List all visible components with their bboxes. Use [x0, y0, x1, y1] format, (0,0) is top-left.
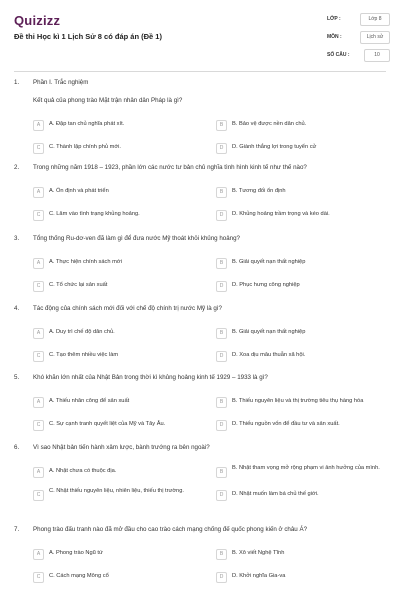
meta-value-box: 10	[364, 49, 390, 62]
meta-value-box: Lớp 8	[360, 13, 390, 26]
option-letter-badge: B	[216, 187, 227, 198]
option-text: B. Xô viết Nghệ Tĩnh	[232, 550, 285, 556]
question-number: 2.	[14, 164, 20, 171]
option-letter-badge: C	[33, 351, 44, 362]
option-letter-badge: A	[33, 120, 44, 131]
option-text: C. Cách mạng Mông cổ	[49, 573, 109, 579]
option-letter-badge: B	[216, 328, 227, 339]
option-letter-badge: A	[33, 397, 44, 408]
question-text: Tác động của chính sách mới đối với chế độ chính trị nước Mỹ là gì?	[33, 305, 222, 312]
document-title: Đề thi Học kì 1 Lịch Sử 8 có đáp án (Đề 1)	[14, 32, 162, 41]
option-text: D. Khủng hoảng trầm trọng và kéo dài.	[232, 211, 330, 217]
option-text: D. Khởi nghĩa Gia-va	[232, 573, 286, 579]
option-text: D. Nhật muốn làm bá chủ thế giới.	[232, 491, 319, 497]
option-text: B. Tương đối ổn định	[232, 188, 286, 194]
option-text: B. Giải quyết nạn thất nghiệp	[232, 259, 306, 265]
option-text: B. Nhật tham vọng mở rộng phạm vi ảnh hưởng của mình.	[232, 465, 380, 471]
option-letter-badge: D	[216, 210, 227, 221]
option-letter-badge: D	[216, 490, 227, 501]
option-text: B. Bảo vệ được nền dân chủ.	[232, 121, 307, 127]
option-letter-badge: C	[33, 210, 44, 221]
question-number: 6.	[14, 444, 20, 451]
option-text: A. Đập tan chủ nghĩa phát xít.	[49, 121, 125, 127]
meta-row-count	[327, 49, 387, 64]
meta-value-box: Lịch sử	[360, 31, 390, 44]
option-text: C. Thành lập chính phủ mới.	[49, 144, 121, 150]
meta-row-subject	[327, 31, 387, 46]
meta-label: LỚP :	[327, 16, 341, 22]
option-letter-badge: A	[33, 187, 44, 198]
question-text: Phong trào đấu tranh nào đã mở đầu cho cao trào cách mạng chống đế quốc phong kiến ở châu Á?	[33, 526, 308, 533]
option-letter-badge: D	[216, 420, 227, 431]
option-text: A. Thiếu nhân công để sản xuất	[49, 398, 130, 404]
option-text: B. Thiếu nguyên liệu và thị trường tiêu thụ hàng hóa	[232, 398, 364, 404]
option-text: A. Ổn định và phát triển	[49, 188, 109, 194]
question-number: 5.	[14, 374, 20, 381]
option-letter-badge: B	[216, 467, 227, 478]
question-text: Tổng thống Ru-dơ-ven đã làm gì để đưa nước Mỹ thoát khỏi khủng hoảng?	[33, 235, 240, 242]
option-letter-badge: D	[216, 281, 227, 292]
question-text: Kết quả của phong trào Mặt trận nhân dân Pháp là gì?	[33, 97, 183, 104]
option-letter-badge: D	[216, 143, 227, 154]
option-text: D. Giành thắng lợi trong tuyển cử	[232, 144, 317, 150]
option-letter-badge: A	[33, 467, 44, 478]
option-letter-badge: A	[33, 258, 44, 269]
header-divider	[14, 71, 386, 72]
option-text: C. Tổ chức lại sản xuất	[49, 282, 108, 288]
question-number: 3.	[14, 235, 20, 242]
question-text: Vì sao Nhật bản tiến hành xâm lược, bành trướng ra bên ngoài?	[33, 444, 210, 451]
question-text: Trong những năm 1918 – 1923, phần lớn các nước tư bản chủ nghĩa tình hình kinh tế như thế nào?	[33, 164, 307, 171]
option-letter-badge: C	[33, 143, 44, 154]
option-letter-badge: A	[33, 549, 44, 560]
option-letter-badge: C	[33, 572, 44, 583]
meta-label: MÔN :	[327, 34, 342, 40]
option-letter-badge: D	[216, 572, 227, 583]
option-text: A. Thực hiện chính sách mới	[49, 259, 122, 265]
option-text: C. Sự cạnh tranh quyết liệt của Mỹ và Tây Âu.	[49, 421, 166, 427]
option-letter-badge: D	[216, 351, 227, 362]
option-text: C. Lâm vào tình trạng khủng hoảng.	[49, 211, 140, 217]
option-letter-badge: B	[216, 120, 227, 131]
option-letter-badge: C	[33, 281, 44, 292]
meta-row-class	[327, 13, 387, 28]
option-text: D. Xoa dịu mâu thuẫn xã hội.	[232, 352, 306, 358]
section-title: Phần I. Trắc nghiệm	[33, 79, 89, 86]
worksheet-header	[0, 0, 400, 66]
quizizz-logo: Quizizz	[14, 13, 61, 28]
meta-label: SỐ CÂU :	[327, 52, 350, 58]
option-text: A. Duy trì chế độ dân chủ.	[49, 329, 115, 335]
option-text: C. Nhật thiếu nguyên liệu, nhiên liệu, thiếu thị trường.	[49, 488, 184, 494]
option-letter-badge: A	[33, 328, 44, 339]
question-number: 7.	[14, 526, 20, 533]
option-text: B. Giải quyết nạn thất nghiệp	[232, 329, 306, 335]
question-number: 1.	[14, 79, 20, 86]
option-text: D. Thiếu nguồn vốn để đầu tư và sản xuất.	[232, 421, 340, 427]
option-letter-badge: C	[33, 420, 44, 431]
option-letter-badge: B	[216, 258, 227, 269]
option-text: A. Nhật chưa có thuộc địa.	[49, 468, 117, 474]
option-letter-badge: B	[216, 397, 227, 408]
question-text: Khó khăn lớn nhất của Nhật Bản trong thời kì khủng hoảng kinh tế 1929 – 1933 là gì?	[33, 374, 268, 381]
option-letter-badge: C	[33, 490, 44, 501]
option-text: D. Phục hưng công nghiệp	[232, 282, 300, 288]
option-letter-badge: B	[216, 549, 227, 560]
question-number: 4.	[14, 305, 20, 312]
option-text: A. Phong trào Ngũ tứ	[49, 550, 103, 556]
option-text: C. Tạo thêm nhiều việc làm	[49, 352, 119, 358]
meta-panel	[327, 13, 387, 67]
